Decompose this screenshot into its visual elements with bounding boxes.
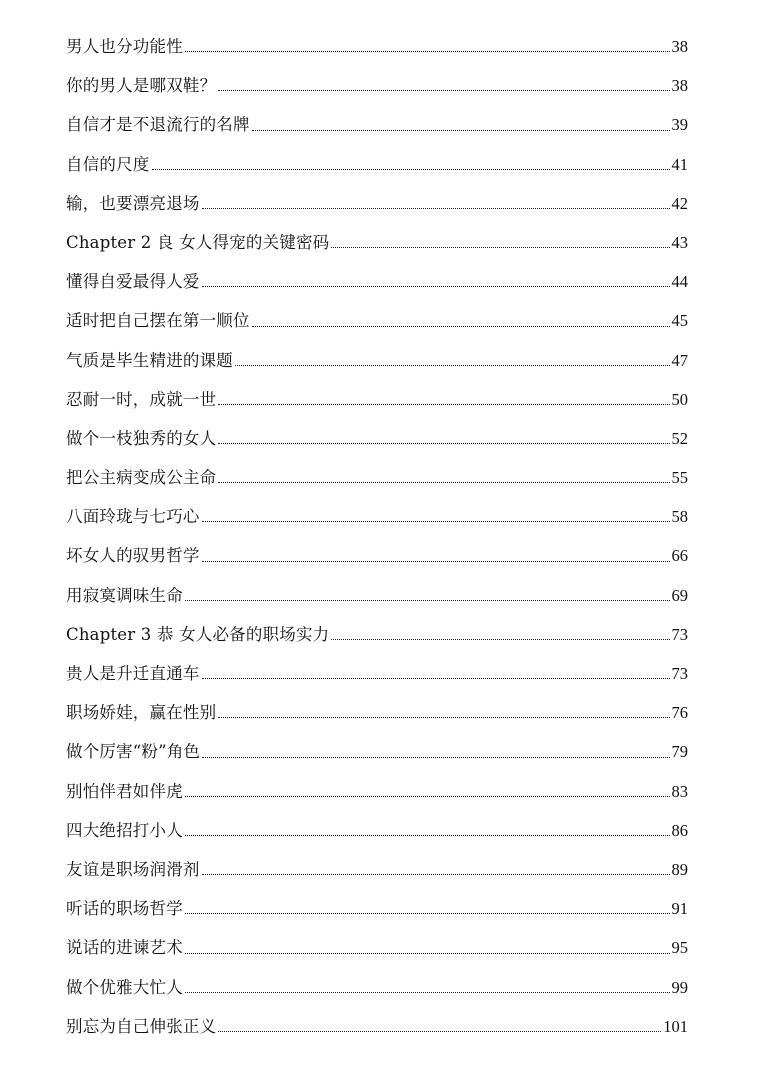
- toc-entry-title: 四大绝招打小人: [66, 820, 183, 840]
- dot-leader: [218, 717, 669, 718]
- toc-entry-page: 76: [671, 703, 688, 723]
- toc-chapter-title: Chapter 3 恭 女人必备的职场实力: [66, 624, 330, 644]
- toc-entry-title: 做个厉害“粉”角色: [66, 742, 201, 762]
- toc-chapter-entry[interactable]: [66, 615, 688, 654]
- dot-leader: [252, 326, 670, 327]
- toc-chapter-entry[interactable]: [66, 223, 688, 262]
- table-of-contents: [66, 27, 688, 1046]
- dot-leader: [185, 796, 670, 797]
- toc-entry[interactable]: [66, 341, 688, 380]
- dot-leader: [185, 835, 670, 836]
- toc-entry-page: 69: [671, 585, 688, 605]
- toc-entry-title: 别忘为自己伸张正义: [66, 1016, 217, 1036]
- dot-leader: [218, 482, 669, 483]
- toc-entry-title: 气质是毕生精进的课题: [66, 350, 233, 370]
- toc-entry-page: 79: [671, 742, 688, 762]
- toc-entry[interactable]: [66, 145, 688, 184]
- toc-entry-page: 73: [671, 664, 688, 683]
- toc-entry-title: 别怕伴君如伴虎: [66, 781, 183, 801]
- toc-entry-page: 50: [671, 389, 688, 409]
- toc-entry-page: 41: [671, 154, 688, 174]
- dot-leader: [218, 90, 669, 91]
- toc-entry-title: 用寂寞调味生命: [66, 585, 183, 605]
- dot-leader: [202, 678, 670, 679]
- dot-leader: [218, 1031, 661, 1032]
- dot-leader: [202, 521, 670, 522]
- toc-entry[interactable]: [66, 458, 688, 497]
- dot-leader: [202, 286, 670, 287]
- toc-entry[interactable]: [66, 1007, 688, 1046]
- toc-entry-title: 坏女人的驭男哲学: [66, 546, 200, 566]
- toc-entry-title: 贵人是升迁直通车: [66, 664, 200, 683]
- toc-entry-page: 89: [671, 859, 688, 879]
- toc-entry-title: 听话的职场哲学: [66, 899, 183, 919]
- toc-entry-title: 忍耐一时，成就一世: [66, 389, 217, 409]
- toc-entry-title: 输，也要漂亮退场: [66, 193, 200, 213]
- toc-entry[interactable]: [66, 850, 688, 889]
- toc-entry-page: 58: [671, 507, 688, 527]
- toc-entry[interactable]: [66, 497, 688, 536]
- toc-entry-page: 91: [671, 899, 688, 919]
- toc-entry[interactable]: [66, 772, 688, 811]
- toc-entry-page: 43: [671, 232, 688, 252]
- toc-chapter-title: Chapter 2 良 女人得宠的关键密码: [66, 232, 330, 252]
- dot-leader: [185, 913, 670, 914]
- toc-entry-page: 86: [671, 820, 688, 840]
- toc-entry-title: 懂得自爱最得人爱: [66, 272, 200, 292]
- toc-entry-title: 八面玲珑与七巧心: [66, 507, 200, 527]
- toc-entry-page: 101: [663, 1016, 688, 1036]
- toc-entry-page: 38: [671, 37, 688, 56]
- toc-entry-title: 做个一枝独秀的女人: [66, 428, 217, 448]
- toc-entry[interactable]: [66, 380, 688, 419]
- dot-leader: [202, 757, 669, 758]
- toc-entry[interactable]: [66, 105, 688, 144]
- toc-entry[interactable]: [66, 928, 688, 967]
- toc-entry-title: 友谊是职场润滑剂: [66, 859, 200, 879]
- dot-leader: [185, 953, 670, 954]
- toc-entry-title: 你的男人是哪双鞋？: [66, 76, 217, 96]
- toc-entry-title: 说话的进谏艺术: [66, 938, 183, 958]
- toc-entry-page: 47: [671, 350, 688, 370]
- toc-entry-page: 42: [671, 193, 688, 213]
- toc-entry-page: 52: [671, 428, 688, 448]
- dot-leader: [185, 992, 670, 993]
- toc-entry[interactable]: [66, 576, 688, 615]
- toc-entry-page: 38: [671, 76, 688, 96]
- dot-leader: [218, 404, 669, 405]
- dot-leader: [185, 51, 670, 52]
- toc-entry[interactable]: [66, 27, 688, 66]
- toc-entry-page: 55: [671, 468, 688, 488]
- dot-leader: [331, 639, 669, 640]
- toc-entry-title: 自信的尺度: [66, 154, 150, 174]
- toc-entry-page: 44: [671, 272, 688, 292]
- toc-entry[interactable]: [66, 654, 688, 693]
- toc-entry-page: 39: [671, 115, 688, 135]
- toc-entry-title: 把公主病变成公主命: [66, 468, 217, 488]
- toc-entry-page: 73: [671, 624, 688, 644]
- toc-entry[interactable]: [66, 66, 688, 105]
- dot-leader: [235, 365, 670, 366]
- dot-leader: [331, 247, 669, 248]
- dot-leader: [218, 443, 669, 444]
- dot-leader: [202, 561, 670, 562]
- dot-leader: [252, 130, 670, 131]
- dot-leader: [152, 169, 670, 170]
- toc-entry[interactable]: [66, 536, 688, 575]
- toc-entry[interactable]: [66, 184, 688, 223]
- dot-leader: [202, 874, 670, 875]
- toc-entry-page: 95: [671, 938, 688, 958]
- toc-entry[interactable]: [66, 693, 688, 732]
- toc-entry-title: 职场娇娃，赢在性别: [66, 703, 217, 723]
- toc-entry-title: 男人也分功能性: [66, 37, 183, 56]
- toc-entry[interactable]: [66, 811, 688, 850]
- toc-entry-title: 适时把自己摆在第一顺位: [66, 311, 250, 331]
- dot-leader: [185, 600, 670, 601]
- toc-entry-title: 自信才是不退流行的名牌: [66, 115, 250, 135]
- toc-entry[interactable]: [66, 889, 688, 928]
- toc-entry[interactable]: [66, 262, 688, 301]
- dot-leader: [202, 208, 670, 209]
- toc-entry-page: 99: [671, 977, 688, 997]
- toc-entry-page: 45: [671, 311, 688, 331]
- toc-entry-page: 83: [671, 781, 688, 801]
- toc-entry[interactable]: [66, 301, 688, 340]
- toc-entry-title: 做个优雅大忙人: [66, 977, 183, 997]
- toc-entry[interactable]: [66, 419, 688, 458]
- toc-entry-page: 66: [671, 546, 688, 566]
- toc-entry[interactable]: [66, 968, 688, 1007]
- toc-entry[interactable]: [66, 732, 688, 771]
